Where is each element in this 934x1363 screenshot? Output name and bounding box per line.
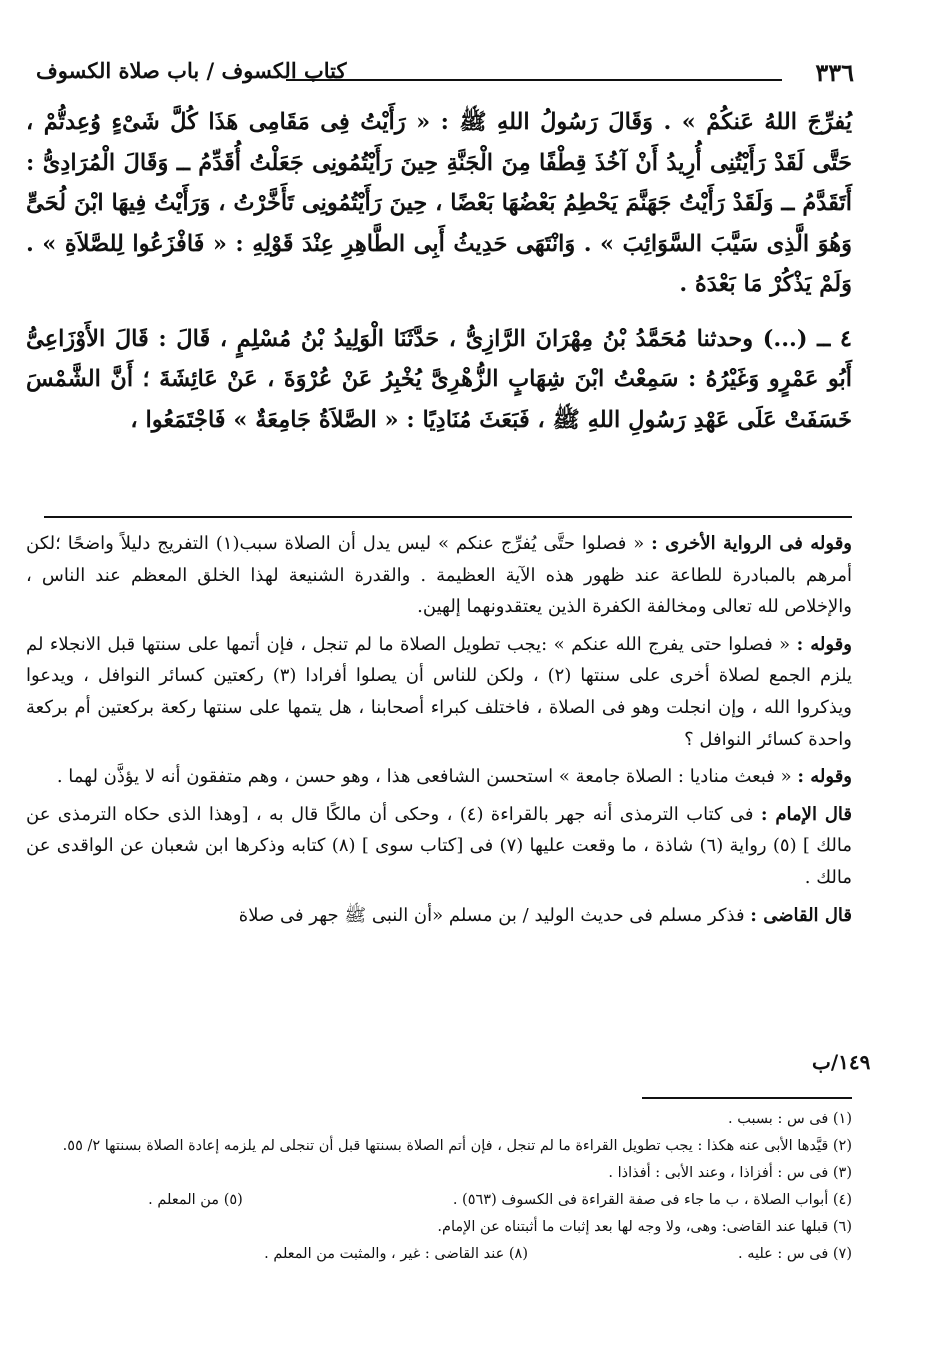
footnote-row [26,1187,852,1214]
hadith-paragraph: ٤ ــ (...) وحدثنا مُحَمَّدُ بْنُ مِهْرَانَ الرَّازِىُّ ، حَدَّثَنَا الْوَلِيدُ بْنُ مُسْلِمٍ ، قَالَ : قَالَ الأَوْزَاعِىُّ أَبُو عَمْرٍو وَغَيْرُهُ : سَمِعْتُ ابْنَ شِهَابٍ الزُّهْرِىَّ يُخْبِرُ عَنْ عُرْوَةَ ، عَنْ عَائِشَةَ ؛ أَنَّ الشَّمْسَ خَسَفَتْ عَلَى عَهْدِ رَسُولِ اللهِ ﷺ ، فَبَعَثَ مُنَادِيًا : « الصَّلاَةُ جَامِعَةٌ » فَاجْتَمَعُوا ، [26,325,852,433]
footnotes [26,1106,852,1268]
paragraph-body: « فصلوا حتى يفرج الله عنكم » :يجب تطويل الصلاة ما لم تنجل ، فإن أتمها على سنتها قبل الانجلاء لم يلزم الجمع لصلاة أخرى على سنتها (٢) ، ولكن للناس أن يصلوا أفرادا (٣) ركعتين كسائر النوافل ، ويدعوا ويذكروا الله ، وإن انجلت وهو فى الصلاة ، فاختلف كبراء أصحابنا ، هل يتمها على سنتها ركعة بركعتين أم بركعة واحدة كسائر النوافل ؟ [26,633,853,750]
footnote-divider [642,1097,852,1099]
page-number: ٣٣٦ [815,58,854,87]
paragraph-body: فى كتاب الترمذى أنه جهر بالقراءة (٤) ، وحكى أن مالكًا قال به ، [وهذا الذى حكاه الترمذى عن مالك ] (٥) رواية (٦) شاذة ، ما وقعت عليها (٧) فى [كتاب سوى ] (٨) كتابه وذكرها ابن شعبان عن الواقدى عن مالك . [26,803,852,888]
page-header [36,58,854,92]
footnote: (٣) فى س : أفزاذا ، وعند الأبى : أفذاذا . [608,1165,852,1181]
footnote: (٤) أبواب الصلاة ، ب ما جاء فى صفة القراءة فى الكسوف (٥٦٣) . [452,1192,852,1208]
running-title: كتاب الكسوف / باب صلاة الكسوف [36,58,347,83]
paragraph-lead: وقوله فى الرواية الأخرى : [651,533,853,554]
commentary-paragraph [26,799,852,894]
paragraph-lead: وقوله : [796,633,852,655]
paragraph-body: « فبعث مناديا : الصلاة جامعة » استحسن الشافعى هذا ، وهو حسن ، وهم متفقون أنه لا يؤذَّن لهما . [56,766,798,788]
footnote-row [26,1241,852,1268]
commentary-paragraph [26,761,852,793]
paragraph-lead: قال الإمام : [760,803,853,825]
paragraph-lead: وقوله : [797,766,852,788]
footnote: (٢) قيَّدها الأبى عنه هكذا : يجب تطويل القراءة ما لم تنجل ، فإن أتم الصلاة بسنتها قبل أن تنجلى لم يلزمه إعادة الصلاة بسنتها ٢/ ٥٥. [62,1138,852,1154]
footnote: (٧) فى س : عليه . [738,1246,852,1262]
footnote: (١) فى س : بسبب . [728,1111,852,1127]
footnote: (٨) عند القاضى : غير ، والمثبت من المعلم . [264,1246,528,1262]
footnote: (٥) من المعلم . [148,1192,243,1208]
footnote: (٦) قبلها عند القاضى: وهى، ولا وجه لها بعد إثبات ما أثبتناه عن الإمام. [437,1219,852,1235]
commentary-paragraph [26,528,852,623]
header-rule [286,79,782,81]
paragraph-lead: قال القاضى : [750,904,852,926]
commentary-paragraph [26,629,852,755]
hadith-text [26,102,852,440]
manuscript-folio-note: ١٤٩/ب [812,1050,871,1074]
paragraph-body: فذكر مسلم فى حديث الوليد / بن مسلم «أن النبى ﷺ جهر فى صلاة [238,904,751,926]
commentary-text [26,528,852,937]
paragraph-body: « فصلوا حتَّى يُفرِّج عنكم » ليس يدل أن الصلاة سبب(١) التفريج دليلاً واضحًا ؛لكن أمرهم بالمبادرة للطاعة عند ظهور هذه الآية العظيمة . والقدرة الشنيعة لهذا الخلق المعظم عند الناس ، والإخلاص لله تعالى ومخالفة الكفرة الذين يعتقدونهما إلهين. [26,533,852,618]
hadith-paragraph: يُفرِّجَ اللهُ عَنكُمْ » . وَقَالَ رَسُولُ اللهِ ﷺ : « رَأَيْتُ فِى مَقَامِى هَذَا كُلَّ شَىْءٍ وُعِدتُّمْ ، حَتَّى لَقَدْ رَأَيْتُنِى أُرِيدُ أَنْ آخُذَ قِطْفًا مِنَ الْجَنَّةِ حِينَ رَأَيْتُمُونِى جَعَلْتُ أُقَدِّمُ ــ وَقَالَ الْمُرَادِىُّ : أَتَقَدَّمُ ــ وَلَقَدْ رَأَيْتُ جَهَنَّمَ يَحْطِمُ بَعْضُهَا بَعْضًا ، حِينَ رَأَيْتُمُونِى تَأَخَّرْتُ ، وَرَأَيْتُ فِيهَا ابْنَ لُحَىٍّ وَهُوَ الَّذِى سَيَّبَ السَّوَائِبَ » . وَانْتَهَى حَدِيثُ أَبِى الطَّاهِرِ عِنْدَ قَوْلِهِ : « فَافْزَعُوا لِلصَّلاَةِ » . وَلَمْ يَذْكُرْ مَا بَعْدَهُ . [26,109,852,297]
commentary-paragraph [26,900,852,932]
section-divider [44,516,852,518]
